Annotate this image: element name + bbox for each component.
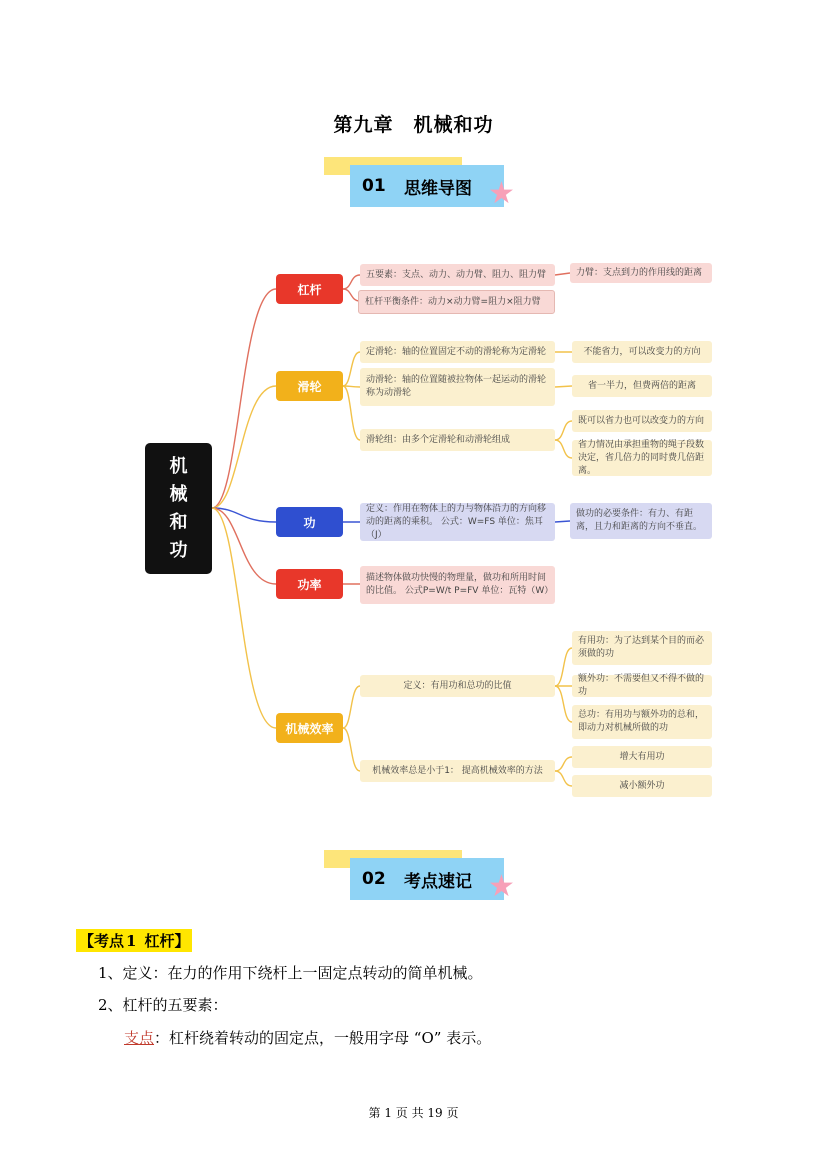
leaf-lever-arm: 力臂：支点到力的作用线的距离 (570, 263, 712, 283)
branch-pulley: 滑轮 (276, 371, 343, 401)
leaf-pulley-block-sub2: 省力情况由承担重物的绳子段数决定，省几倍力的同时费几倍距离。 (572, 440, 712, 476)
center-char: 和 (169, 511, 188, 533)
leaf-work-condition: 做功的必要条件：有力、有距离，且力和距离的方向不垂直。 (570, 503, 712, 539)
leaf-power-definition: 描述物体做功快慢的物理量，做功和所用时间的比值。 公式P=W/t P=FV 单位：瓦特（W） (360, 566, 555, 604)
leaf-decrease-extra: 减小额外功 (572, 775, 712, 797)
leaf-efficiency-less-than-one: 机械效率总是小于1： 提高机械效率的方法 (360, 760, 555, 782)
keypoint-tag (76, 929, 192, 952)
fulcrum-term: 支点 (124, 1029, 155, 1047)
section-title: 思维导图 (404, 178, 472, 199)
leaf-lever-balance: 杠杆平衡条件：动力×动力臂=阻力×阻力臂 (358, 290, 555, 314)
branch-efficiency-line (212, 508, 276, 728)
branch-efficiency: 机械效率 (276, 713, 343, 743)
leaf-total-work: 总功：有用功与额外功的总和，即动力对机械所做的功 (572, 705, 712, 739)
section-number: 01 (362, 176, 386, 196)
leaf-increase-useful: 增大有用功 (572, 746, 712, 768)
keypoint-number: 1 (126, 932, 137, 950)
section-number: 02 (362, 869, 386, 889)
leaf-useful-work: 有用功：为了达到某个目的而必须做的功 (572, 631, 712, 665)
leaf-fixed-pulley: 定滑轮：轴的位置固定不动的滑轮称为定滑轮 (360, 341, 555, 363)
branch-pulley-line (212, 386, 276, 508)
star-icon: ★ (488, 176, 515, 211)
keypoint-fulcrum-line (124, 1027, 491, 1048)
leaf-extra-work: 额外功：不需要但又不得不做的功 (572, 675, 712, 697)
center-char: 机 (169, 455, 188, 477)
star-icon: ★ (488, 869, 515, 904)
section-title: 考点速记 (404, 871, 472, 892)
leaf-work-definition: 定义：作用在物体上的力与物体沿力的方向移动的距离的乘积。 公式：W=FS 单位：焦耳（J） (360, 503, 555, 541)
branch-work: 功 (276, 507, 343, 537)
leaf-lever-elements: 五要素：支点、动力、动力臂、阻力、阻力臂 (360, 264, 555, 286)
chapter-title: 第九章 机械和功 (333, 114, 494, 136)
center-char: 械 (169, 483, 188, 505)
leaf-fixed-pulley-sub: 不能省力，可以改变力的方向 (572, 341, 712, 363)
branch-lever: 杠杆 (276, 274, 343, 304)
section-heading-keypoints (324, 850, 515, 910)
branch-power: 功率 (276, 569, 343, 599)
keypoint-item-elements: 2、杠杆的五要素： (98, 996, 228, 1014)
leaf-pulley-block: 滑轮组：由多个定滑轮和动滑轮组成 (360, 429, 555, 451)
leaf-pulley-block-sub1: 既可以省力也可以改变力的方向 (572, 410, 712, 432)
fulcrum-definition: ：杠杆绕着转动的固定点，一般用字母 “O” 表示。 (154, 1029, 492, 1047)
branch-lever-line (212, 289, 276, 508)
page-footer: 第 1 页 共 19 页 (368, 1106, 459, 1120)
leaf-movable-pulley-sub: 省一半力，但费两倍的距离 (572, 375, 712, 397)
keypoint-tag-label: 【考点 (79, 932, 125, 950)
leaf-movable-pulley: 动滑轮：轴的位置随被拉物体一起运动的滑轮称为动滑轮 (360, 368, 555, 406)
section-title-box (350, 858, 504, 900)
keypoint-item-definition: 1、定义：在力的作用下绕杆上一固定点转动的简单机械。 (98, 964, 483, 982)
center-char: 功 (169, 539, 188, 561)
keypoint-name: 杠杆】 (144, 932, 190, 950)
mindmap-center-node (145, 443, 212, 574)
leaf-efficiency-definition: 定义：有用功和总功的比值 (360, 675, 555, 697)
